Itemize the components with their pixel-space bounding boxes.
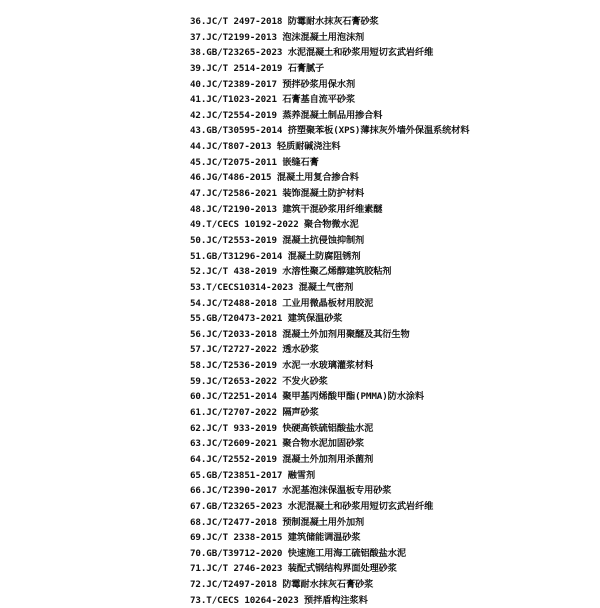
list-item: 53.T/CECS10314-2023 混凝土气密剂 xyxy=(190,281,354,293)
list-item: 65.GB/T23851-2017 融雪剂 xyxy=(190,469,316,481)
list-item: 36.JC/T 2497-2018 防霉耐水抹灰石膏砂浆 xyxy=(190,16,379,27)
list-item: 61.JC/T2707-2022 隔声砂浆 xyxy=(190,407,319,419)
list-item: 51.GB/T31296-2014 混凝土防腐阻锈剂 xyxy=(190,250,361,262)
list-item: 70.GB/T39712-2020 快速施工用海工硫铝酸盐水泥 xyxy=(190,547,406,559)
list-item: 37.JC/T2199-2013 泡沫混凝土用泡沫剂 xyxy=(190,31,365,43)
list-item: 47.JC/T2586-2021 装饰混凝土防护材料 xyxy=(190,188,365,200)
list-item: 49.T/CECS 10192-2022 聚合物微水泥 xyxy=(190,219,359,231)
list-item: 52.JC/T 438-2019 水溶性聚乙烯醇建筑胶粘剂 xyxy=(190,266,392,278)
list-item: 50.JC/T2553-2019 混凝土抗侵蚀抑制剂 xyxy=(190,234,365,246)
list-item: 48.JC/T2190-2013 建筑干混砂浆用纤维素醚 xyxy=(190,203,383,215)
list-item: 56.JC/T2033-2018 混凝土外加剂用聚醚及其衍生物 xyxy=(190,328,410,340)
list-item: 60.JC/T2251-2014 聚甲基丙烯酸甲酯(PMMA)防水涂料 xyxy=(190,391,424,403)
list-item: 73.T/CECS 10264-2023 预拌盾构注浆料 xyxy=(190,594,368,606)
list-item: 38.GB/T23265-2023 水泥混凝土和砂浆用短切玄武岩纤维 xyxy=(190,47,434,59)
list-item: 71.JC/T 2746-2023 装配式钢结构界面处理砂浆 xyxy=(190,563,397,575)
list-item: 66.JC/T2390-2017 水泥基泡沫保温板专用砂浆 xyxy=(190,485,392,497)
list-item: 62.JC/T 933-2019 快硬高铁硫铝酸盐水泥 xyxy=(190,422,374,434)
list-item: 59.JC/T2653-2022 不发火砂浆 xyxy=(190,375,328,387)
list-item: 40.JC/T2389-2017 预拌砂浆用保水剂 xyxy=(190,78,356,90)
list-item: 63.JC/T2609-2021 聚合物水泥加固砂浆 xyxy=(190,438,365,450)
list-item: 67.GB/T23265-2023 水泥混凝土和砂浆用短切玄武岩纤维 xyxy=(190,500,434,512)
list-item: 42.JC/T2554-2019 蒸养混凝土制品用掺合料 xyxy=(190,109,383,121)
list-item: 72.JC/T2497-2018 防霉耐水抹灰石膏砂浆 xyxy=(190,579,374,591)
list-item: 46.JG/T486-2015 混凝土用复合掺合料 xyxy=(190,172,359,184)
list-item: 55.GB/T20473-2021 建筑保温砂浆 xyxy=(190,313,343,325)
list-item: 69.JC/T 2338-2015 建筑储能调温砂浆 xyxy=(190,532,361,544)
list-item: 58.JC/T2536-2019 水泥一水玻璃灌浆材料 xyxy=(190,360,374,372)
list-item: 43.GB/T30595-2014 挤塑聚苯板(XPS)薄抹灰外墙外保温系统材料 xyxy=(190,125,470,137)
list-item: 54.JC/T2488-2018 工业用微晶板材用胶泥 xyxy=(190,297,374,309)
list-item: 68.JC/T2477-2018 预制混凝土用外加剂 xyxy=(190,516,365,528)
list-item: 44.JC/T807-2013 轻质耐碱浇注料 xyxy=(190,141,341,153)
list-item: 41.JC/T1023-2021 石膏基自流平砂浆 xyxy=(190,94,356,106)
list-item: 39.JC/T 2514-2019 石膏腻子 xyxy=(190,62,325,74)
standards-list xyxy=(190,14,590,608)
list-item: 45.JC/T2075-2011 嵌缝石膏 xyxy=(190,156,319,168)
list-item: 57.JC/T2727-2022 透水砂浆 xyxy=(190,344,319,356)
list-item: 64.JC/T2552-2019 混凝土外加剂用杀菌剂 xyxy=(190,453,374,465)
